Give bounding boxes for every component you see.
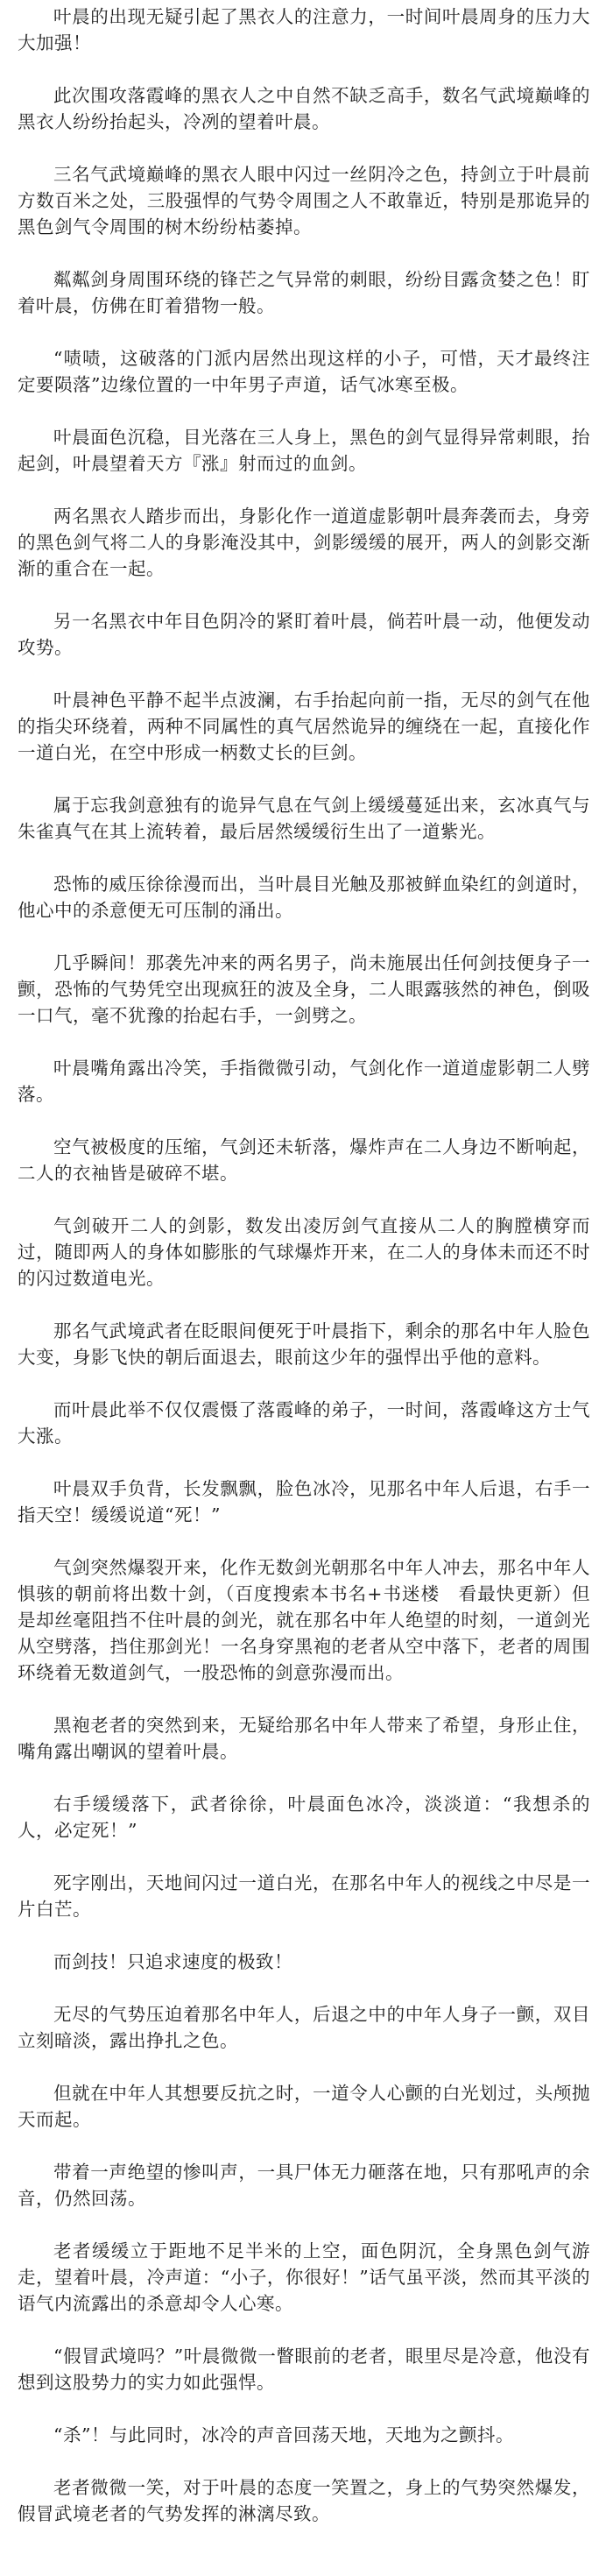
paragraph: 无尽的气势压迫着那名中年人，后退之中的中年人身子一颤，双目立刻暗淡，露出挣扎之色。 xyxy=(18,2004,590,2051)
paragraph: 右手缓缓落下，武者徐徐，叶晨面色冰冷，淡淡道：“我想杀的人，必定死！” xyxy=(18,1794,590,1841)
paragraph: 黑袍老者的突然到来，无疑给那名中年人带来了希望，身形止住，嘴角露出嘲讽的望着叶晨。 xyxy=(18,1715,590,1762)
paragraph: 叶晨嘴角露出冷笑，手指微微引动，气剑化作一道道虚影朝二人劈落。 xyxy=(18,1058,590,1105)
paragraph: 气剑破开二人的剑影，数发出凌厉剑气直接从二人的胸膛横穿而过，随即两人的身体如膨胀的气球爆炸开来，在二人的身体未而还不时的闪过数道电光。 xyxy=(18,1215,590,1289)
paragraph: 气剑突然爆裂开来，化作无数剑光朝那名中年人冲去，那名中年人惧骇的朝前将出数十剑，（百度搜索本书名+书迷楼 看最快更新）但是却丝毫阻挡不住叶晨的剑光，就在那名中年人绝望的时刻，一道剑光从空劈落，挡住那剑光！一名身穿黑袍的老者从空中落下，老者的周围环绕着无数道剑气，一股恐怖的剑意弥漫而出。 xyxy=(18,1557,590,1683)
paragraph: “假冒武境吗？”叶晨微微一瞥眼前的老者，眼里尽是冷意，他没有想到这股势力的实力如此强悍。 xyxy=(18,2346,590,2393)
paragraph: 叶晨神色平静不起半点波澜，右手抬起向前一指，无尽的剑气在他的指尖环绕着，两种不同属性的真气居然诡异的缠绕在一起，直接化作一道白光，在空中形成一柄数丈长的巨剑。 xyxy=(18,690,590,763)
paragraph: 几乎瞬间！那袭先冲来的两名男子，尚未施展出任何剑技便身子一颤，恐怖的气势凭空出现疯狂的波及全身，二人眼露骇然的神色，倒吸一口气，毫不犹豫的抬起右手，一剑劈之。 xyxy=(18,952,590,1026)
paragraph: 粼粼剑身周围环绕的锋芒之气异常的刺眼，纷纷目露贪婪之色！盯着叶晨，仿佛在盯着猎物一般。 xyxy=(18,269,590,316)
paragraph: 死字刚出，天地间闪过一道白光，在那名中年人的视线之中尽是一片白芒。 xyxy=(18,1872,590,1920)
paragraph: 而叶晨此举不仅仅震慑了落霞峰的弟子，一时间，落霞峰这方士气大涨。 xyxy=(18,1399,590,1447)
paragraph: 老者微微一笑，对于叶晨的态度一笑置之，身上的气势突然爆发，假冒武境老者的气势发挥的淋漓尽致。 xyxy=(18,2477,590,2524)
paragraph: 那名气武境武者在眨眼间便死于叶晨指下，剩余的那名中年人脸色大变，身影飞快的朝后面退去，眼前这少年的强悍出乎他的意料。 xyxy=(18,1320,590,1368)
paragraph: 叶晨的出现无疑引起了黑衣人的注意力，一时间叶晨周身的压力大大加强！ xyxy=(18,6,590,53)
paragraph: 叶晨面色沉稳，目光落在三人身上，黑色的剑气显得异常刺眼，抬起剑，叶晨望着天方『涨』射而过的血剑。 xyxy=(18,427,590,474)
paragraph: 三名气武境巅峰的黑衣人眼中闪过一丝阴冷之色，持剑立于叶晨前方数百米之处，三股强悍的气势令周围之人不敢靠近，特别是那诡异的黑色剑气令周围的树木纷纷枯萎掉。 xyxy=(18,164,590,237)
paragraph: 两名黑衣人踏步而出，身影化作一道道虚影朝叶晨奔袭而去，身旁的黑色剑气将二人的身影淹没其中，剑影缓缓的展开，两人的剑影交渐渐的重合在一起。 xyxy=(18,506,590,579)
paragraph: 叶晨双手负背，长发飘飘，脸色冰冷，见那名中年人后退，右手一指天空！缓缓说道“死！” xyxy=(18,1478,590,1525)
paragraph: “杀”！与此同时，冰冷的声音回荡天地，天地为之颤抖。 xyxy=(53,2424,514,2445)
paragraph: 另一名黑衣中年目色阴冷的紧盯着叶晨，倘若叶晨一动，他便发动攻势。 xyxy=(18,611,590,658)
article-body xyxy=(18,4,590,2527)
paragraph: 恐怖的威压徐徐漫而出，当叶晨目光触及那被鲜血染红的剑道时，他心中的杀意便无可压制的涌出。 xyxy=(18,874,590,921)
paragraph: 此次围攻落霞峰的黑衣人之中自然不缺乏高手，数名气武境巅峰的黑衣人纷纷抬起头，冷冽的望着叶晨。 xyxy=(18,85,590,132)
paragraph: 而剑技！只追求速度的极致！ xyxy=(53,1951,292,1972)
paragraph: 属于忘我剑意独有的诡异气息在气剑上缓缓蔓延出来，玄冰真气与朱雀真气在其上流转着，最后居然缓缓衍生出了一道紫光。 xyxy=(18,795,590,842)
paragraph: 老者缓缓立于距地不足半米的上空，面色阴沉，全身黑色剑气游走，望着叶晨，冷声道：“小子，你很好！”话气虽平淡，然而其平淡的语气内流露出的杀意却令人心寒。 xyxy=(18,2240,590,2314)
paragraph: “啧啧，这破落的门派内居然出现这样的小子，可惜，天才最终注定要陨落”边缘位置的一中年男子声道，话气冰寒至极。 xyxy=(18,348,590,395)
paragraph: 带着一声绝望的惨叫声，一具尸体无力砸落在地，只有那吼声的余音，仍然回荡。 xyxy=(18,2162,590,2209)
paragraph: 空气被极度的压缩，气剑还未斩落，爆炸声在二人身边不断响起，二人的衣袖皆是破碎不堪。 xyxy=(18,1136,590,1184)
paragraph: 但就在中年人其想要反抗之时，一道令人心颤的白光划过，头颅抛天而起。 xyxy=(18,2083,590,2130)
